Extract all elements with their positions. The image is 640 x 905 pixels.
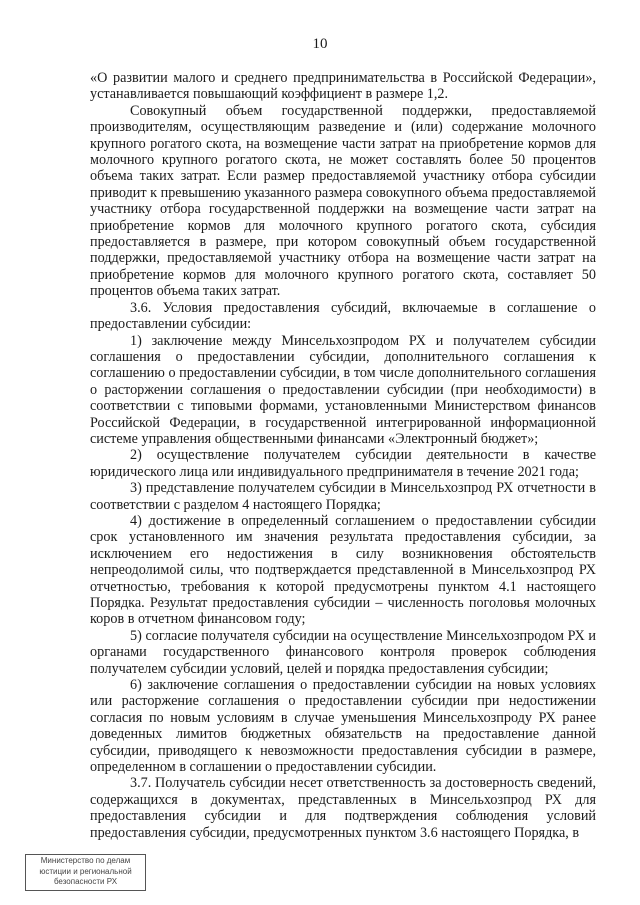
stamp-line: Министерство по делам xyxy=(40,856,131,865)
stamp-line: юстиции и региональной xyxy=(39,866,132,876)
paragraph-continuation: «О развитии малого и среднего предпринимательства в Российской Федерации», устанавливается повышающий коэффициент в размере 1,2. xyxy=(90,70,596,103)
document-body xyxy=(90,70,596,841)
list-item-5: 5) согласие получателя субсидии на осуществление Минсельхозпродом РХ и органами государственного финансового контроля проверок соблюдения получателем субсидии условий, целей и порядка предоставления субсидии; xyxy=(90,627,596,677)
list-item-3: 3) представление получателем субсидии в Минсельхозпрод РХ отчетности в соответствии с разделом 4 настоящего Порядка; xyxy=(90,480,596,513)
page-number: 10 xyxy=(312,36,328,52)
list-item-4: 4) достижение в определенный соглашением о предоставлении субсидии срок установленного им значения результата предоставления субсидии, за исключением его недостижения в силу возникновения обстоятельств непреодолимой силы, что подтверждается представленной в Минсельхозпрод РХ отчетностью, требования к которой предусмотрены пунктом 4.1 настоящего Порядка. Результат предоставления субсидии – численность поголовья молочных коров в отчетном финансовом году; xyxy=(90,512,596,628)
paragraph-support-volume: Совокупный объем государственной поддержки, предоставляемой производителям, осуществляющим разведение и (или) содержание молочного крупного рогатого скота, на возмещение части затрат на приобретение кормов для молочного крупного рогатого скота, не может составлять более 50 процентов объема таких затрат. Если размер предоставляемой участнику отбора субсидии приводит к превышению указанного размера совокупного объема предоставляемой участнику отбора государственной поддержки на возмещение части затрат на приобретение кормов для молочного крупного рогатого скота, субсидия предоставляется в размере, при котором совокупный объем государственной поддержки, предоставляемой участнику отбора на возмещение части затрат на приобретение кормов для молочного крупного рогатого скота, составляет 50 процентов объема таких затрат. xyxy=(90,102,596,300)
stamp-line: безопасности РХ xyxy=(53,877,118,886)
list-item-6: 6) заключение соглашения о предоставлении субсидии на новых условиях или расторжение соглашения о предоставлении субсидии при недостижении согласия по новым условиям в случае уменьшения Минсельхозпроду РХ ранее доведенных лимитов бюджетных обязательств на предоставление данной субсидии, приводящего к невозможности предоставления субсидии в размере, определенном в соглашении о предоставлении субсидии. xyxy=(90,677,596,776)
paragraph-3-6-heading: 3.6. Условия предоставления субсидий, включаемые в соглашение о предоставлении субсидии: xyxy=(90,299,596,333)
list-item-1: 1) заключение между Минсельхозпродом РХ и получателем субсидии соглашения о предоставлении субсидии, дополнительного соглашения к соглашению о предоставлении субсидии, в том числе дополнительного соглашения о расторжении соглашения о предоставлении субсидии (при необходимости) в соответствии с типовыми формами, установленными Министерством финансов Российской Федерации, в государственной интегрированной информационной системе управления общественными финансами «Электронный бюджет»; xyxy=(90,332,596,447)
paragraph-3-7: 3.7. Получатель субсидии несет ответственность за достоверность сведений, содержащихся в документах, представленных в Минсельхозпрод РХ для предоставления субсидии и для подтверждения соблюдения условий предоставления субсидии, предусмотренных пунктом 3.6 настоящего Порядка, в xyxy=(90,775,596,841)
list-item-2: 2) осуществление получателем субсидии деятельности в качестве юридического лица или индивидуального предпринимателя в течение 2021 года; xyxy=(90,447,596,480)
ministry-stamp xyxy=(25,854,146,891)
